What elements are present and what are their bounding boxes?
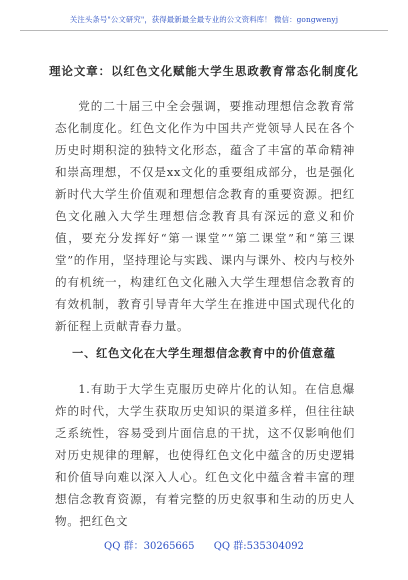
body-paragraph-1: 党的二十届三中全会强调，要推动理想信念教育常态化制度化。红色文化作为中国共产党领导人民在各个历史时期积淀的独特文化形态，蕴含了丰富的革命精神和崇高理想，不仅是xx文化的重要组成部分，也是强化新时代大学生价值观和理想信念教育的重要资源。把红色文化融入大学生理想信念教育具有深远的意义和价值，要充分发挥好“第一课堂”“第二课堂”和“第三课堂”的作用，坚持理论与实践、课内与课外、校内与校外的有机统一，构建红色文化融入大学生理想信念教育的有效机制，教育引导青年大学生在推进中国式现代化的新征程上贡献青春力量。 bbox=[55, 99, 355, 333]
qq-group-2: QQ 群:535304092 bbox=[213, 541, 304, 552]
qq-group-1: QQ 群：30265665 bbox=[104, 541, 195, 552]
document-title: 理论文章：以红色文化赋能大学生思政教育常态化制度化 bbox=[49, 64, 359, 78]
footer-qq-groups bbox=[0, 537, 408, 552]
body-paragraph-2: 1.有助于大学生克服历史碎片化的认知。在信息爆炸的时代，大学生获取历史知识的渠道多样，但往往缺乏系统性，容易受到片面信息的干扰，这不仅影响他们对历史规律的理解，也使得红色文化中蕴含的历史逻辑和价值导向难以深入人心。红色文化中蕴含着丰富的理想信念教育资源，有着完整的历史叙事和生动的历史人物。把红色文 bbox=[55, 382, 355, 528]
header-notice: 关注头条号"公文研究"，获得最新最全最专业的公文资料库！ 微信：gongwenyj bbox=[20, 14, 388, 31]
section-heading: 一、红色文化在大学生理想信念教育中的价值意蕴 bbox=[72, 346, 336, 360]
